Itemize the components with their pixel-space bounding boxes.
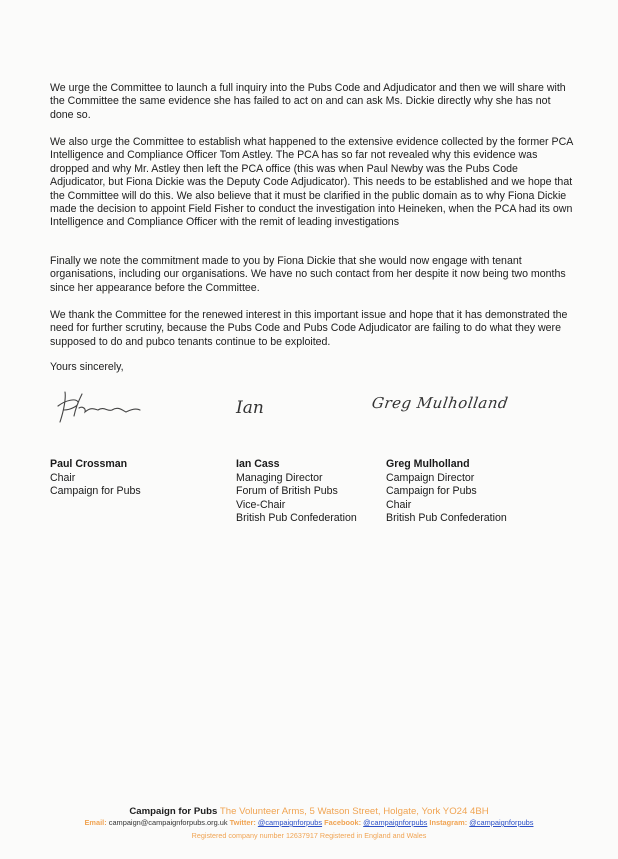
signatory-line: British Pub Confederation [386,512,507,525]
paragraph-thanks: We thank the Committee for the renewed interest in this important issue and hope that it has demonstrated the need for further scrutiny, because the Pubs Code and Pubs Code Adjudicator are failing to do what they were supposed to do and pubco tenants continue to be exploited. [50,309,568,348]
footer-address: The Volunteer Arms, 5 Watson Street, Holgate, York YO24 4BH [219,806,489,817]
facebook-link[interactable]: @campaignforpubs [363,818,428,827]
instagram-link[interactable]: @campaignforpubs [469,818,534,827]
footer-contact-line [0,817,618,829]
signatory-line: Chair [50,471,76,484]
signatory-name: Greg Mulholland [386,458,470,470]
signatory-line: Managing Director [236,471,323,484]
paragraph-evidence: We also urge the Committee to establish what happened to the extensive evidence collected by the former PCA Intelligence and Compliance Officer Tom Astley. The PCA has so far not revealed why this evidence was dropped and why Mr. Astley then left the PCA office (this was when Paul Newby was the Pubs Code Adjudicator, but Fiona Dickie was the Deputy Code Adjudicator). This needs to be established and we hope that the Committee will do this. We also believe that it must be clarified in the public domain as to why Fiona Dickie made the decision to appoint Field Fisher to conduct the investigation into Heineken, when the PCA had its own Intelligence and Compliance Officer with the remit of leading investigations [50,136,573,229]
signatory-name: Paul Crossman [50,458,128,470]
signatory-ian-cass [236,458,357,526]
paragraph-commitment: Finally we note the commitment made to you by Fiona Dickie that she would now engage with tenant organisations, including our organisations. We have no such contact from her despite it now being two months since her appearance before the Committee. [50,255,566,294]
twitter-label: Twitter: [229,818,256,827]
twitter-link[interactable]: @campaignforpubs [257,818,323,827]
signatory-line: British Pub Confederation [236,512,357,525]
facebook-label: Facebook: [324,818,362,827]
email-label: Email: [84,818,107,827]
signatory-line: Forum of British Pubs [236,485,338,498]
signatory-greg-mulholland [386,458,507,526]
email-address[interactable]: campaign@campaignforpubs.org.uk [108,818,228,827]
closing-salutation: Yours sincerely, [50,361,124,373]
signatory-paul-crossman [50,458,141,499]
signatory-line: Campaign for Pubs [386,485,477,498]
signature-ian-cass: Ian [236,398,264,418]
paragraph-inquiry: We urge the Committee to launch a full inquiry into the Pubs Code and Adjudicator and then we will share with the Committee the same evidence she has failed to act on and can ask Ms. Dickie directly why she has not done so. [50,82,566,121]
signature-greg-mulholland: Greg Mulholland [370,394,510,412]
signatory-line: Vice-Chair [236,498,286,511]
signatory-line: Campaign for Pubs [50,485,141,498]
footer-registration: Registered company number 12637917 Registered in England and Wales [191,831,427,840]
signatory-line: Chair [386,498,412,511]
instagram-label: Instagram: [429,818,468,827]
signature-paul-crossman [52,388,147,428]
signatory-line: Campaign Director [386,471,475,484]
signatory-name: Ian Cass [236,458,280,470]
footer-org-name: Campaign for Pubs [129,806,218,817]
